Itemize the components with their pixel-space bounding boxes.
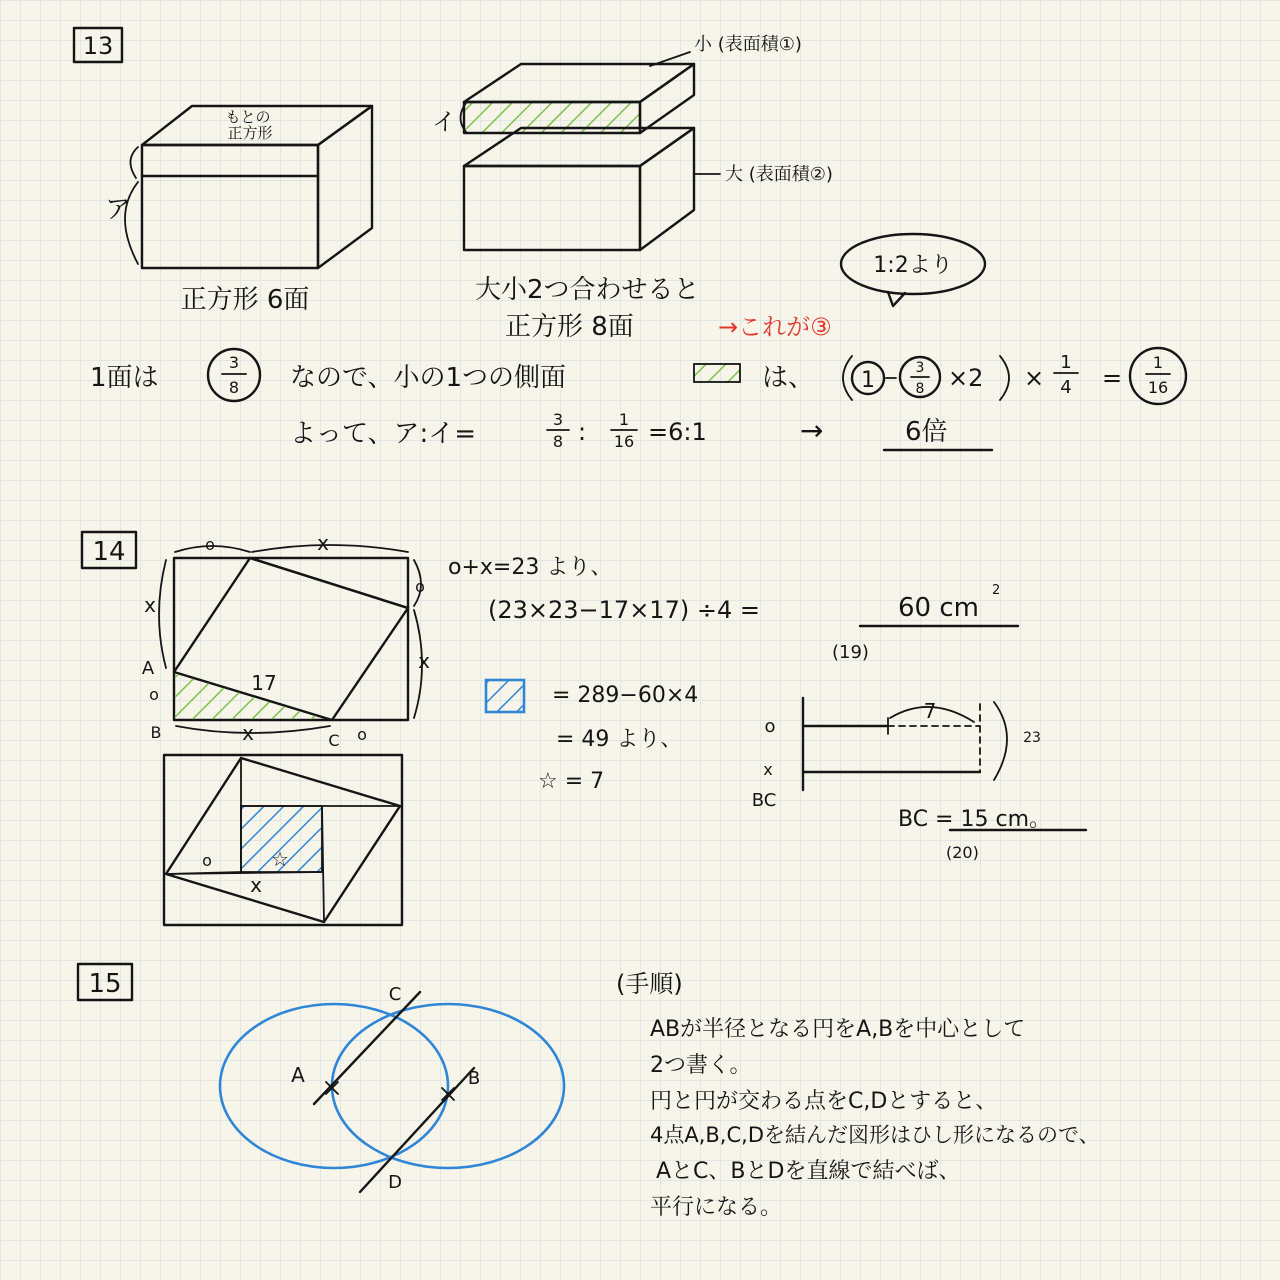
- green-side-swatch: [694, 364, 740, 382]
- step-5: AとC、BとDを直線で結べば、: [656, 1159, 961, 1184]
- eq3: = 289−60×4: [552, 683, 699, 708]
- arrow: →: [800, 414, 824, 447]
- times-sign: ×: [1024, 364, 1045, 392]
- step-1: ABが半径となる円をA,Bを中心として: [650, 1017, 1026, 1042]
- dim-7-label: 7: [923, 699, 937, 723]
- step-4: 4点A,B,C,Dを結んだ図形はひし形になるので、: [650, 1123, 1100, 1147]
- fraction-numerator-2: 3: [915, 360, 925, 376]
- line2-text: よって、ア:イ=: [290, 419, 477, 449]
- dim-23-label: 23: [1023, 730, 1041, 746]
- answer-area-sup: 2: [992, 583, 1001, 598]
- line1-prefix: 1面は: [90, 363, 159, 393]
- procedure-heading: (手順): [616, 970, 683, 998]
- ratio-frac-den: 8: [552, 432, 564, 451]
- fraction-denominator: 8: [228, 378, 240, 397]
- problem-14-work: [448, 555, 1018, 794]
- top-o-label: o: [205, 535, 215, 554]
- circles-diagram: [220, 984, 564, 1193]
- label-a: ア: [104, 195, 132, 225]
- large-label: 大 (表面積②): [725, 164, 833, 185]
- calc-line-1: [90, 348, 1186, 404]
- segment-bc-label: BC: [751, 790, 777, 811]
- calc-line-2: [290, 410, 992, 451]
- line-bd: [360, 1068, 474, 1192]
- problem-number: 14: [92, 537, 126, 567]
- quarter-numerator: 1: [1060, 352, 1072, 373]
- diagonal-17-label: 17: [251, 671, 277, 695]
- segment-x-label: x: [763, 760, 773, 779]
- line1-wa: は、: [762, 363, 815, 393]
- cube-top-label-2: 正方形: [227, 124, 273, 142]
- square-diagram: [142, 531, 430, 750]
- point-c-label: C: [388, 984, 402, 1005]
- eq2: (23×23−17×17) ÷4 =: [488, 596, 760, 624]
- inner-square-diagram: [164, 755, 402, 925]
- original-cube-diagram: [105, 106, 372, 315]
- ratio-frac-num: 3: [552, 410, 564, 429]
- point-a-label: A: [141, 658, 155, 679]
- top-x-label: x: [317, 531, 329, 555]
- caption-right-1: 大小2つ合わせると: [475, 275, 700, 305]
- svg-text::: :: [578, 418, 587, 446]
- point-a-label: A: [291, 1063, 305, 1087]
- procedure-text: [616, 970, 1100, 1220]
- answer-13: 6倍: [905, 417, 948, 447]
- problem-15: [78, 964, 1100, 1220]
- problem-14: [82, 531, 1086, 925]
- note-19: (19): [832, 642, 869, 663]
- circle-one: 1: [861, 368, 875, 393]
- ratio-result: =6:1: [648, 418, 707, 446]
- ratio-bubble-text: 1:2より: [873, 253, 953, 278]
- problem-number: 13: [82, 32, 114, 60]
- right-x-label: x: [418, 649, 430, 673]
- red-note: →これが③: [718, 313, 832, 341]
- step-2: 2つ書く。: [650, 1053, 752, 1078]
- answer-bc: BC = 15 cm。: [898, 807, 1052, 832]
- small-label: 小 (表面積①): [694, 34, 802, 55]
- left-o-label: o: [149, 685, 159, 704]
- inner-o-label: o: [202, 851, 212, 870]
- caption-left: 正方形 6面: [180, 285, 310, 315]
- times-two: ×2: [948, 364, 984, 392]
- segment-diagram: [752, 698, 1086, 862]
- right-o-label: o: [415, 577, 425, 596]
- eq4: = 49 より、: [556, 727, 683, 752]
- label-i: イ: [432, 108, 456, 136]
- eq1: o+x=23 より、: [448, 555, 613, 580]
- bottom-x-label: x: [242, 721, 254, 745]
- ratio-frac2-den: 16: [613, 432, 635, 451]
- point-c-label: C: [328, 731, 340, 750]
- eq5: ☆ = 7: [538, 769, 605, 794]
- problem-13: [74, 28, 1186, 451]
- note-20: (20): [946, 843, 979, 862]
- ratio-frac2-num: 1: [618, 410, 630, 429]
- result-numerator: 1: [1152, 353, 1164, 372]
- step-6: 平行になる。: [650, 1195, 783, 1220]
- equals-sign: =: [1102, 364, 1123, 392]
- blue-square-swatch: [486, 680, 524, 712]
- inner-x-label: x: [250, 873, 262, 897]
- fraction-denominator-2: 8: [915, 381, 925, 397]
- bottom-o-label: o: [357, 725, 367, 744]
- segment-o-label: o: [764, 716, 776, 737]
- point-b-label: B: [150, 723, 162, 742]
- caption-right-2: 正方形 8面: [505, 312, 634, 342]
- step-3: 円と円が交わる点をC,Dとすると、: [650, 1089, 998, 1114]
- point-d-label: D: [388, 1172, 402, 1193]
- answer-area: 60 cm: [898, 593, 979, 623]
- left-x-label: x: [144, 593, 156, 617]
- result-denominator: 16: [1147, 378, 1169, 397]
- cube-top-label: もとの: [225, 108, 271, 126]
- fraction-numerator: 3: [228, 353, 240, 372]
- star-label: ☆: [271, 847, 289, 871]
- quarter-denominator: 4: [1060, 377, 1072, 398]
- problem-number: 15: [88, 969, 122, 999]
- split-cube-diagram: [432, 34, 985, 342]
- line1-mid: なので、小の1つの側面: [290, 363, 567, 393]
- point-b-label: B: [467, 1068, 481, 1089]
